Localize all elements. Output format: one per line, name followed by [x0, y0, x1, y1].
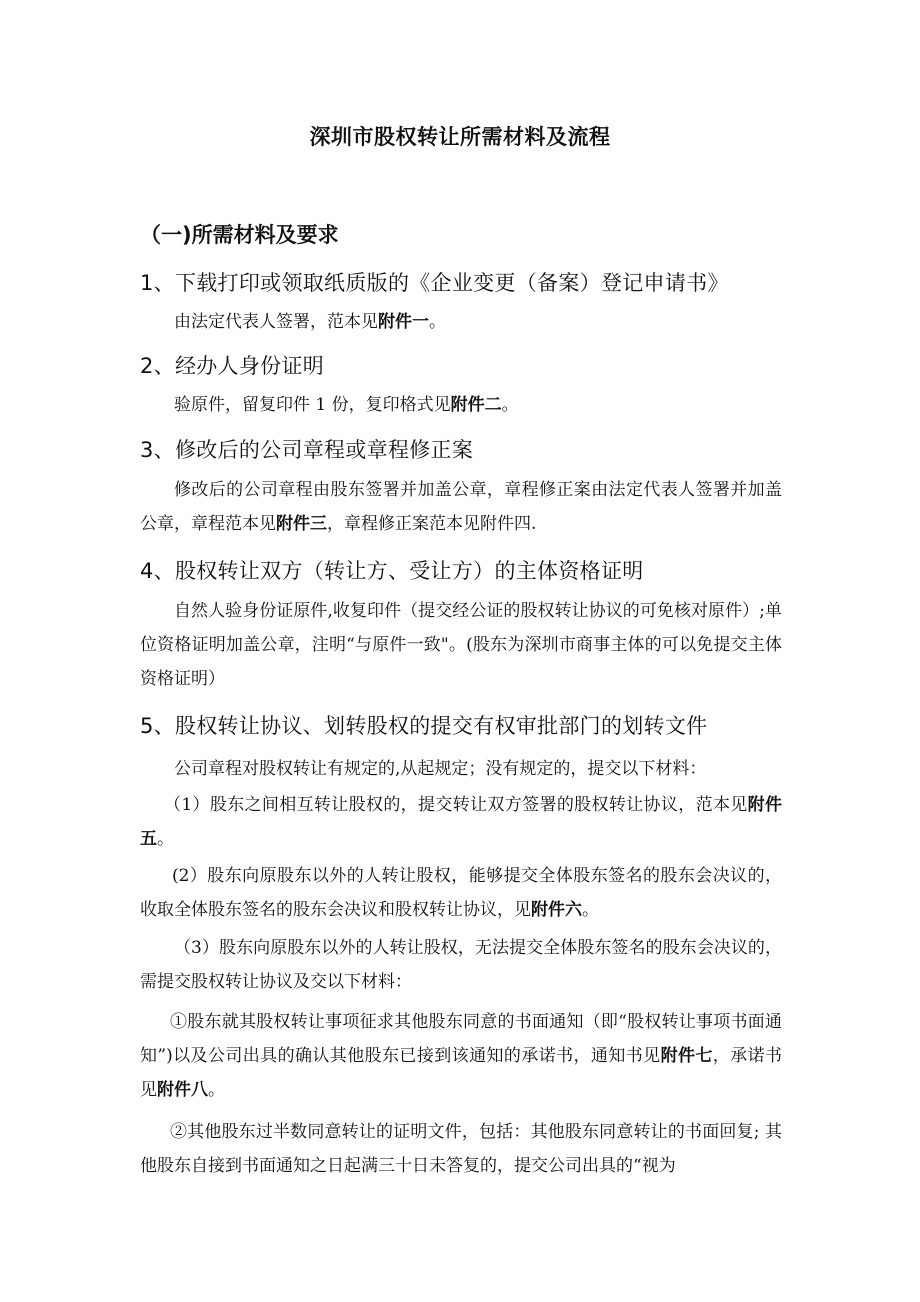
page-title: 深圳市股权转让所需材料及流程 — [309, 125, 611, 149]
item-1-heading: 1、下载打印或领取纸质版的《企业变更（备案）登记申请书》 — [140, 271, 729, 295]
attachment-ref: 附件二 — [450, 395, 502, 415]
attachment-ref: 附件七 — [660, 1046, 713, 1066]
item-4-heading: 4、股权转让双方（转让方、受让方）的主体资格证明 — [140, 559, 644, 583]
section-heading: （一)所需材料及要求 — [140, 223, 339, 247]
item-1-text: 由法定代表人签署，范本见附件一。 — [174, 312, 446, 332]
sub-item-3: （3）股东向原股东以外的人转让股权，无法提交全体股东签名的股东会决议的，需提交股权转让协议及交以下材料： — [140, 938, 782, 992]
item-2-text: 验原件，留复印件 1 份，复印格式见附件二。 — [174, 395, 519, 415]
item-5-text: 公司章程对股权转让有规定的,从起规定；没有规定的，提交以下材料： — [174, 759, 707, 779]
attachment-ref: 附件三 — [276, 514, 327, 534]
attachment-ref: 附件六 — [531, 900, 582, 920]
item-5-heading: 5、股权转让协议、划转股权的提交有权审批部门的划转文件 — [140, 714, 708, 738]
attachment-ref: 附件八 — [157, 1080, 208, 1100]
attachment-ref: 附件一 — [378, 312, 429, 332]
item-3-heading: 3、修改后的公司章程或章程修正案 — [140, 438, 474, 462]
condition-1: ①股东就其股权转让事项征求其他股东同意的书面通知（即“股权转让事项书面通知”)以及公司出具的确认其他股东已接到该通知的承诺书，通知书见附件七，承诺书见附件八。 — [140, 1012, 783, 1100]
sub-item-1: （1）股东之间相互转让股权的，提交转让双方签署的股权转让协议，范本见附件五。 — [140, 795, 782, 849]
condition-2: ②其他股东过半数同意转让的证明文件，包括：其他股东同意转让的书面回复; 其他股东自接到书面通知之日起满三十日未答复的，提交公司出具的“视为 — [140, 1122, 782, 1176]
item-4-text: 自然人验身份证原件,收复印件（提交经公证的股权转让协议的可免核对原件）;单位资格证明加盖公章，注明“与原件一致"。(股东为深圳市商事主体的可以免提交主体资格证明） — [140, 601, 782, 689]
item-3-text: 修改后的公司章程由股东签署并加盖公章，章程修正案由法定代表人签署并加盖公章，章程范本见附件三，章程修正案范本见附件四. — [140, 480, 782, 534]
sub-item-2: (2）股东向原股东以外的人转让股权，能够提交全体股东签名的股东会决议的，收取全体股东签名的股东会决议和股权转让协议，见附件六。 — [140, 866, 782, 920]
attachment-ref: 附件五 — [140, 795, 782, 849]
item-2-heading: 2、经办人身份证明 — [140, 354, 325, 378]
